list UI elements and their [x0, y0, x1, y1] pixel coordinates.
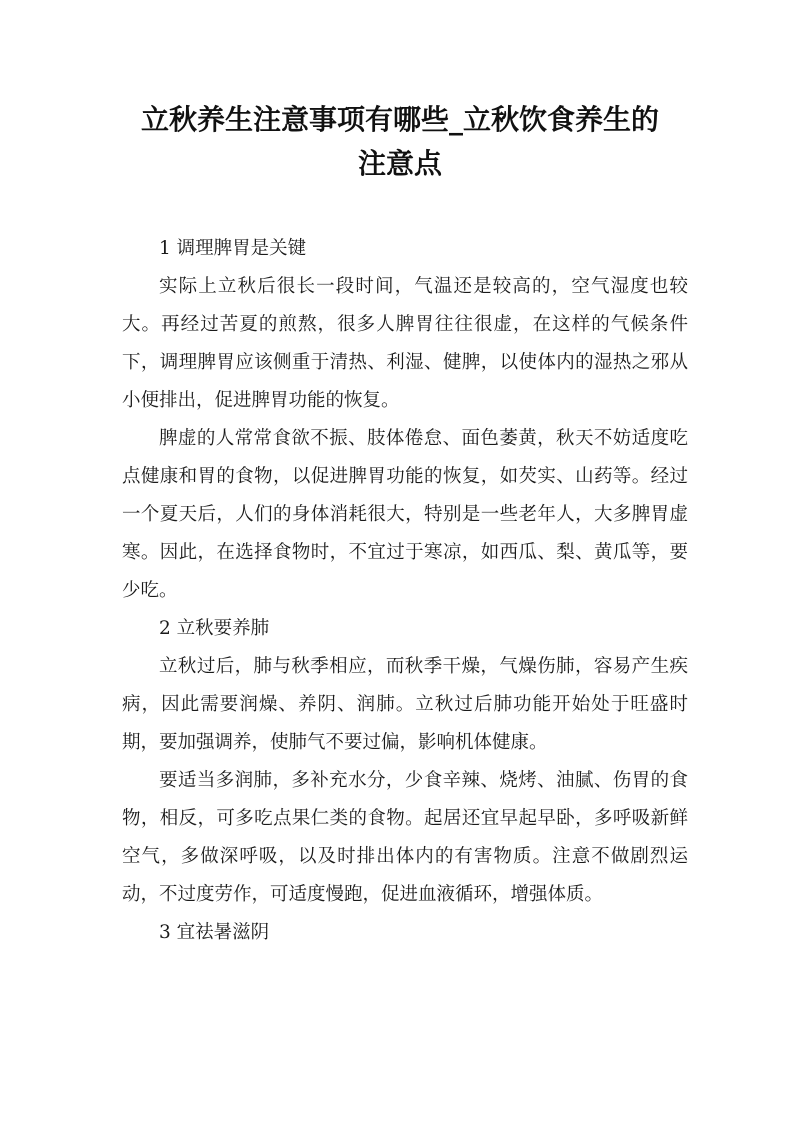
document-title — [100, 98, 700, 186]
section-heading-2: 2 立秋要养肺 — [159, 618, 270, 639]
section-heading-3: 3 宜祛暑滋阴 — [159, 922, 270, 943]
section-heading-1: 1 调理脾胃是关键 — [159, 238, 307, 259]
document-body — [122, 230, 688, 952]
paragraph: 立秋过后，肺与秋季相应，而秋季干燥，气燥伤肺，容易产生疾病，因此需要润燥、养阴、润肺。立秋过后肺功能开始处于旺盛时期，要加强调养，使肺气不要过偏，影响机体健康。 — [122, 656, 688, 753]
title-line-2: 注意点 — [357, 147, 442, 180]
paragraph: 实际上立秋后很长一段时间，气温还是较高的，空气湿度也较大。再经过苦夏的煎熬，很多人脾胃往往很虚，在这样的气候条件下，调理脾胃应该侧重于清热、利湿、健脾，以使体内的湿热之邪从小便排出，促进脾胃功能的恢复。 — [122, 276, 688, 411]
paragraph: 要适当多润肺，多补充水分，少食辛辣、烧烤、油腻、伤胃的食物，相反，可多吃点果仁类的食物。起居还宜早起早卧，多呼吸新鲜空气，多做深呼吸，以及时排出体内的有害物质。注意不做剧烈运动，不过度劳作，可适度慢跑，促进血液循环，增强体质。 — [122, 770, 688, 905]
title-line-1: 立秋养生注意事项有哪些_立秋饮食养生的 — [140, 103, 659, 136]
paragraph: 脾虚的人常常食欲不振、肢体倦怠、面色萎黄，秋天不妨适度吃点健康和胃的食物，以促进脾胃功能的恢复，如芡实、山药等。经过一个夏天后，人们的身体消耗很大，特别是一些老年人，大多脾胃虚寒。因此，在选择食物时，不宜过于寒凉，如西瓜、梨、黄瓜等，要少吃。 — [122, 428, 688, 601]
